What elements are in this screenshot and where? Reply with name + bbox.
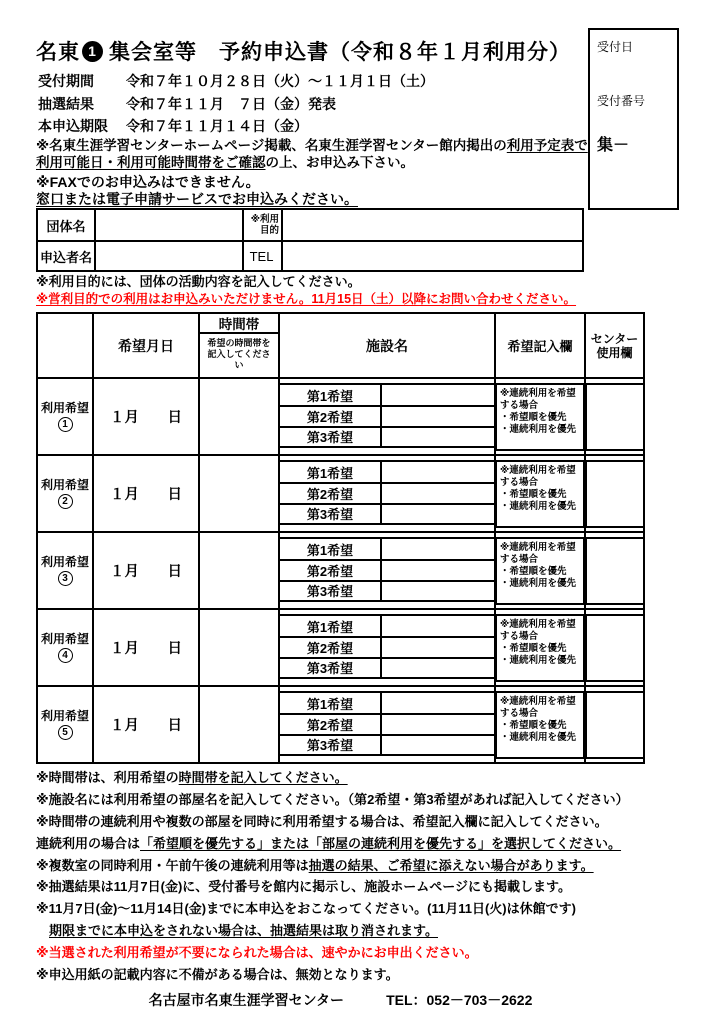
timeslot-field[interactable] bbox=[200, 610, 280, 685]
schedule-value: 令和７年１０月２８日（火）～１１月１日（土） bbox=[126, 73, 434, 90]
request-table bbox=[36, 312, 645, 764]
facility-field-3[interactable] bbox=[380, 659, 494, 677]
fax-note-line2: 窓口または電子申請サービスでお申込みください。 bbox=[36, 190, 358, 207]
timeslot-field[interactable] bbox=[200, 687, 280, 762]
usage-block-2 bbox=[38, 454, 643, 531]
center-use-header: センター 使用欄 bbox=[590, 331, 639, 360]
purpose-label: ※利用 目的 bbox=[244, 210, 283, 240]
usage-block-1 bbox=[38, 377, 643, 454]
circled-number-icon: 2 bbox=[58, 494, 73, 509]
applicant-name-field[interactable] bbox=[96, 242, 244, 270]
facility-header: 施設名 bbox=[280, 314, 496, 377]
timeslot-field[interactable] bbox=[200, 533, 280, 608]
note-line-8: 期限までに本申込をされない場合は、抽選結果は取り消されます。 bbox=[49, 922, 438, 938]
note-line-6: ※抽選結果は11月7日(金)に、受付番号を館内に掲示し、施設ホームページにも掲載します。 bbox=[36, 879, 571, 895]
note-line-4: 連続利用の場合は 「希望順を優先する」または「部屋の連続利用を優先する」を選択してください。 bbox=[36, 835, 622, 851]
group-name-label: 団体名 bbox=[38, 210, 96, 240]
request-note: ※連続利用を希望する場合 ・希望順を優先 ・連続利用を優先 bbox=[496, 614, 584, 682]
date-header: 希望月日 bbox=[94, 314, 200, 377]
request-column-header: 希望記入欄 bbox=[496, 314, 586, 377]
facility-choices: 第1希望 第2希望 第3希望 bbox=[280, 533, 496, 608]
timeslot-field[interactable] bbox=[200, 456, 280, 531]
tel-field[interactable] bbox=[283, 242, 582, 270]
facility-choices: 第1希望 第2希望 第3希望 bbox=[280, 687, 496, 762]
usage-block-label: 利用希望 5 bbox=[38, 687, 94, 762]
note-line-10: ※申込用紙の記載内容に不備がある場合は、無効となります。 bbox=[36, 966, 399, 982]
request-note: ※連続利用を希望する場合 ・希望順を優先 ・連続利用を優先 bbox=[496, 383, 584, 451]
center-use-field bbox=[586, 614, 643, 682]
usage-block-3 bbox=[38, 531, 643, 608]
date-field[interactable]: １月 日 bbox=[94, 456, 200, 531]
request-entry-cell[interactable] bbox=[496, 687, 586, 762]
schedule-row bbox=[38, 93, 434, 116]
facility-field-1[interactable] bbox=[380, 539, 494, 559]
center-name: 名古屋市名東生涯学習センター bbox=[148, 992, 345, 1008]
receipt-number-label: 受付番号 bbox=[597, 94, 646, 108]
schedule-value: 令和７年１１月１４日（金） bbox=[126, 118, 308, 135]
usage-block-label: 利用希望 4 bbox=[38, 610, 94, 685]
applicant-table bbox=[36, 208, 584, 272]
center-use-cell bbox=[586, 533, 643, 608]
usage-block-label: 利用希望 3 bbox=[38, 533, 94, 608]
date-field[interactable]: １月 日 bbox=[94, 533, 200, 608]
commercial-use-warning: ※営利目的での利用はお申込みいただけません。11月15日（土）以降にお問い合わせください。 bbox=[36, 291, 577, 306]
purpose-instruction: ※利用目的には、団体の活動内容を記入してください。 bbox=[36, 274, 361, 289]
fax-note bbox=[36, 174, 358, 207]
usage-block-4 bbox=[38, 608, 643, 685]
fax-note-line1: ※FAXでのお申込みはできません。 bbox=[36, 174, 260, 190]
facility-field-1[interactable] bbox=[380, 616, 494, 636]
cancellation-warning: ※当選された利用希望が不要になられた場合は、速やかにお申出ください。 bbox=[36, 944, 478, 960]
page-title bbox=[36, 36, 571, 66]
request-entry-cell[interactable] bbox=[496, 533, 586, 608]
table-row bbox=[38, 240, 582, 270]
circled-number-icon: 1 bbox=[58, 417, 73, 432]
facility-field-2[interactable] bbox=[380, 561, 494, 579]
footer bbox=[36, 990, 645, 1010]
facility-field-3[interactable] bbox=[380, 582, 494, 600]
facility-field-3[interactable] bbox=[380, 505, 494, 523]
center-use-field bbox=[586, 537, 643, 605]
schedule-label: 受付期間 bbox=[38, 73, 94, 90]
receipt-box bbox=[588, 28, 679, 210]
schedule-value: 令和７年１１月 ７日（金）発表 bbox=[126, 95, 336, 112]
facility-choices: 第1希望 第2希望 第3希望 bbox=[280, 610, 496, 685]
circled-number-icon: 4 bbox=[58, 648, 73, 663]
date-field[interactable]: １月 日 bbox=[94, 610, 200, 685]
center-tel: TEL：052－703－2622 bbox=[386, 992, 533, 1008]
schedule-row bbox=[38, 115, 434, 138]
date-field[interactable]: １月 日 bbox=[94, 379, 200, 454]
facility-field-1[interactable] bbox=[380, 693, 494, 713]
note-line-7: ※11月7日(金)～11月14日(金)までに本申込をおこなってください。(11月11日(火)は休館です) bbox=[36, 901, 576, 917]
schedule-label: 抽選結果 bbox=[38, 95, 94, 112]
circled-number-icon: 5 bbox=[58, 725, 73, 740]
center-use-cell bbox=[586, 379, 643, 454]
facility-field-2[interactable] bbox=[380, 407, 494, 425]
center-use-field bbox=[586, 691, 643, 759]
facility-field-2[interactable] bbox=[380, 484, 494, 502]
circled-number-icon: 3 bbox=[58, 571, 73, 586]
date-field[interactable]: １月 日 bbox=[94, 687, 200, 762]
center-use-field bbox=[586, 460, 643, 528]
request-entry-cell[interactable] bbox=[496, 456, 586, 531]
center-use-cell bbox=[586, 610, 643, 685]
center-use-field bbox=[586, 383, 643, 451]
number-one-badge-icon: 1 bbox=[82, 41, 103, 62]
facility-choices: 第1希望 第2希望 第3希望 bbox=[280, 456, 496, 531]
facility-field-3[interactable] bbox=[380, 428, 494, 446]
instructions-section bbox=[36, 766, 629, 984]
receipt-number-prefix: 集－ bbox=[597, 137, 630, 154]
table-row bbox=[38, 210, 582, 240]
note-line-2: ※施設名には利用希望の部屋名を記入してください。（第2希望・第3希望があれば記入してください） bbox=[36, 792, 629, 808]
title-prefix: 名東 bbox=[36, 41, 80, 64]
request-note: ※連続利用を希望する場合 ・希望順を優先 ・連続利用を優先 bbox=[496, 537, 584, 605]
schedule-label: 本申込期限 bbox=[38, 118, 108, 135]
facility-field-1[interactable] bbox=[380, 385, 494, 405]
note-line-1: ※時間帯は、利用希望の 時間帯を記入してください。 bbox=[36, 770, 348, 786]
facility-choices: 第1希望 第2希望 第3希望 bbox=[280, 379, 496, 454]
facility-field-3[interactable] bbox=[380, 736, 494, 754]
receipt-date-label: 受付日 bbox=[597, 40, 634, 54]
center-use-cell bbox=[586, 456, 643, 531]
schedule-row bbox=[38, 70, 434, 93]
timeslot-header: 時間帯 希望の時間帯を記入してください bbox=[200, 314, 280, 377]
facility-field-2[interactable] bbox=[380, 715, 494, 733]
request-note: ※連続利用を希望する場合 ・希望順を優先 ・連続利用を優先 bbox=[496, 691, 584, 759]
table-header-row bbox=[38, 314, 643, 377]
group-name-field[interactable] bbox=[96, 210, 244, 240]
corner-cell bbox=[38, 314, 94, 377]
request-entry-cell[interactable] bbox=[496, 610, 586, 685]
usage-block-5 bbox=[38, 685, 643, 762]
request-note: ※連続利用を希望する場合 ・希望順を優先 ・連続利用を優先 bbox=[496, 460, 584, 528]
note-line-3: ※時間帯の連続利用や複数の部屋を同時に利用希望する場合は、希望記入欄に記入してください。 bbox=[36, 813, 608, 829]
usage-block-label: 利用希望 2 bbox=[38, 456, 94, 531]
schedule-section bbox=[38, 70, 434, 138]
tel-label: TEL bbox=[244, 242, 283, 270]
title-text: 集会室等 予約申込書（令和８年１月利用分） bbox=[109, 41, 571, 64]
usage-block-label: 利用希望 1 bbox=[38, 379, 94, 454]
timeslot-field[interactable] bbox=[200, 379, 280, 454]
facility-field-1[interactable] bbox=[380, 462, 494, 482]
purpose-field[interactable] bbox=[283, 210, 582, 240]
applicant-name-label: 申込者名 bbox=[38, 242, 96, 270]
homepage-note: ※名東生涯学習センターホームページ掲載、名東生涯学習センター館内掲出の利用予定表で利用可能日・利用可能時間帯をご確認の上、お申込み下さい。 bbox=[36, 138, 588, 170]
center-use-cell bbox=[586, 687, 643, 762]
facility-field-2[interactable] bbox=[380, 638, 494, 656]
note-line-5: ※複数室の同時利用・午前午後の連続利用等は 抽選の結果、ご希望に添えない場合があります。 bbox=[36, 857, 594, 873]
request-entry-cell[interactable] bbox=[496, 379, 586, 454]
